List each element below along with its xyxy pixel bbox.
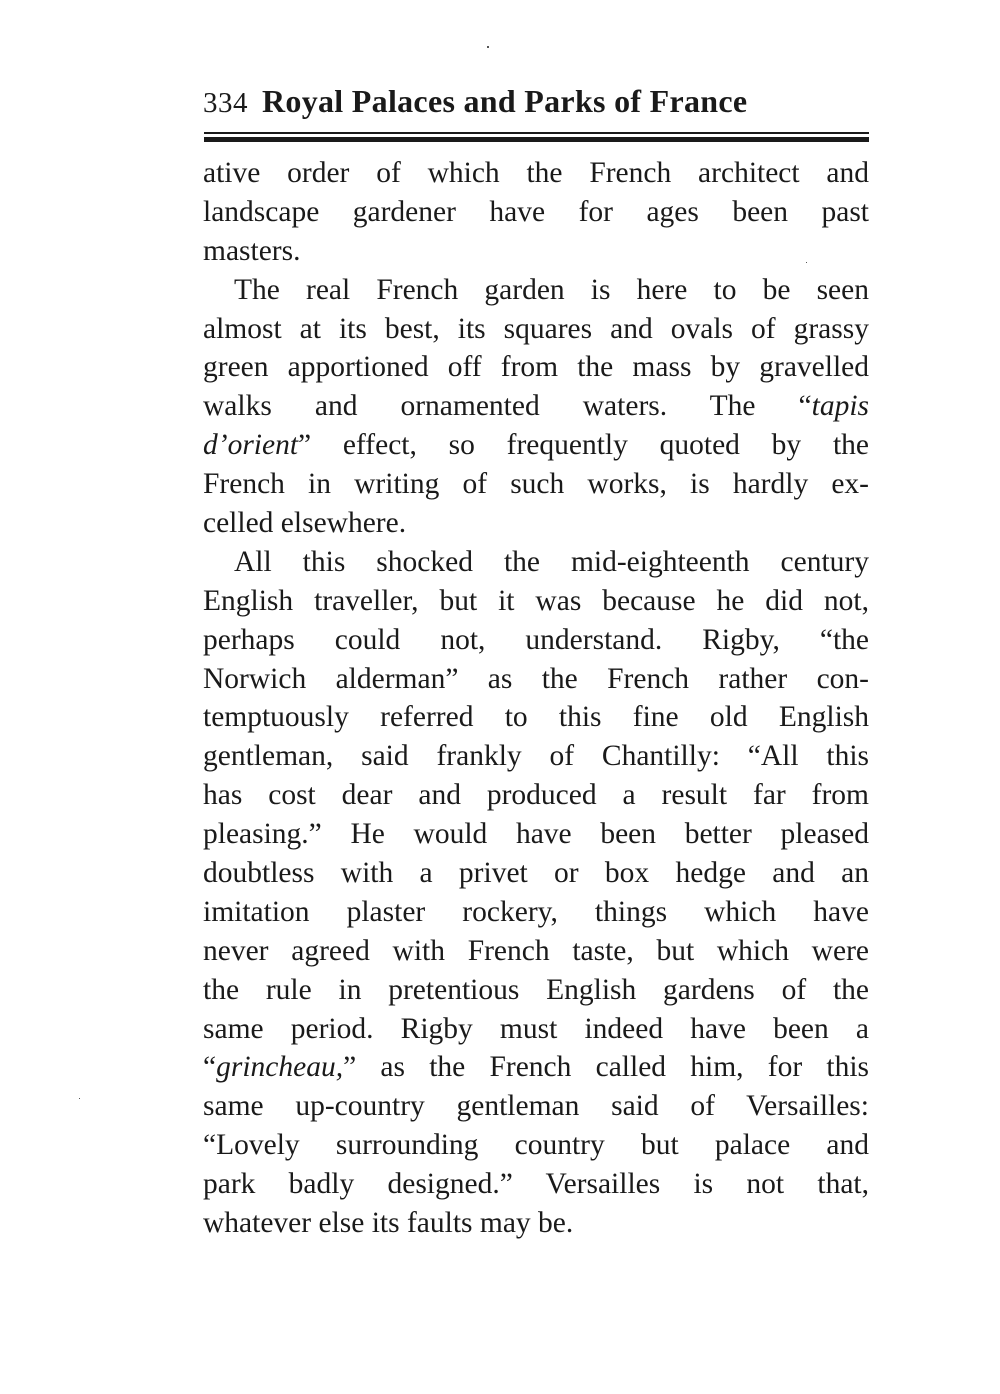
- text-line: [203, 1048, 869, 1087]
- text-line: [203, 387, 869, 426]
- running-header: [203, 83, 869, 127]
- text-line: gentleman, said frankly of Chantilly: “All this: [203, 740, 869, 773]
- text-fragment: effect, so frequently quoted by the: [342, 429, 869, 462]
- text-line: ative order of which the French architect and: [203, 157, 869, 189]
- text-line: English traveller, but it was because he did not,: [203, 584, 869, 617]
- text-line: perhaps could not, understand. Rigby, “the: [203, 623, 869, 656]
- text-line: landscape gardener have for ages been past: [203, 195, 869, 228]
- italic-phrase: grincheau,: [216, 1051, 344, 1084]
- text-line: French in writing of such works, is hardly ex-: [203, 468, 869, 501]
- body-text: [203, 154, 869, 1243]
- text-line: the rule in pretentious English gardens of the: [203, 973, 869, 1006]
- text-line: same period. Rigby must indeed have been a: [203, 1012, 869, 1045]
- header-rule-thick: [204, 137, 869, 142]
- text-line: almost at its best, its squares and ovals of grassy: [203, 312, 869, 345]
- text-line: doubtless with a privet or box hedge and an: [203, 857, 869, 890]
- text-line: [203, 426, 869, 465]
- closing-quote: ”: [298, 429, 312, 462]
- header-rule-thin: [204, 132, 869, 134]
- text-line: imitation plaster rockery, things which have: [203, 895, 869, 928]
- italic-phrase: tapis: [811, 390, 869, 423]
- text-line: All this shocked the mid-eighteenth century: [234, 545, 869, 578]
- italic-phrase: d’orient: [203, 429, 299, 462]
- closing-quote: ”: [343, 1051, 357, 1084]
- text-line: green apportioned off from the mass by gravelled: [203, 351, 869, 384]
- text-line: park badly designed.” Versailles is not that,: [203, 1168, 869, 1201]
- text-line: “Lovely surrounding country but palace and: [203, 1129, 869, 1162]
- scan-speck: [487, 46, 489, 48]
- text-line: whatever else its faults may be.: [203, 1207, 574, 1240]
- text-line: temptuously referred to this fine old English: [203, 701, 869, 734]
- scan-speck: [79, 1098, 80, 1099]
- page-number: 334: [203, 87, 248, 119]
- text-line: Norwich alderman” as the French rather con-: [203, 662, 869, 695]
- scan-speck: [806, 262, 807, 263]
- text-line: The real French garden is here to be seen: [234, 273, 869, 306]
- text-line: same up-country gentleman said of Versailles:: [203, 1090, 869, 1123]
- opening-quote: “: [203, 1051, 217, 1084]
- text-line: celled elsewhere.: [203, 507, 407, 540]
- text-line: has cost dear and produced a result far from: [203, 779, 869, 812]
- text-line: never agreed with French taste, but which were: [203, 934, 869, 967]
- text-fragment: walks and ornamented waters. The “: [203, 390, 812, 423]
- text-line: masters.: [203, 234, 301, 267]
- text-line: pleasing.” He would have been better pleased: [203, 818, 869, 851]
- running-title: Royal Palaces and Parks of France: [262, 83, 748, 119]
- text-fragment: as the French called him, for this: [380, 1051, 870, 1084]
